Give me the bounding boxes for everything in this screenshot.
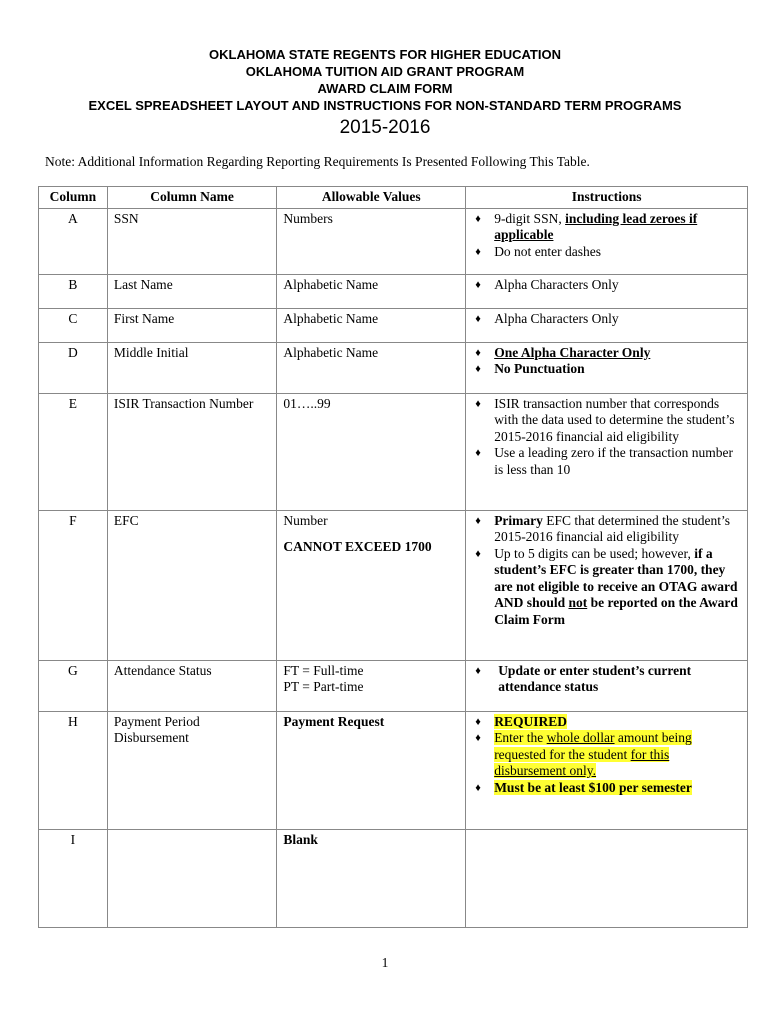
table-row-g <box>39 660 748 711</box>
cell-column: A <box>39 208 108 274</box>
table-row-h <box>39 711 748 829</box>
list-item: ♦ Up to 5 digits can be used; however, if a student’s EFC is greater than 1700, they are not eligible to receive an OTAG award AND should not be reported on the Award Claim Form <box>472 546 741 629</box>
table-row-c <box>39 308 748 342</box>
header-line-3: AWARD CLAIM FORM <box>317 81 453 96</box>
list-item: ♦ One Alpha Character Only <box>472 345 741 362</box>
list-item: ♦ Alpha Characters Only <box>472 277 741 294</box>
list-item: ♦ Enter the whole dollar amount being requested for the student for this disbursement only. <box>472 730 741 780</box>
list-item: ♦ Update or enter student’s current attendance status <box>472 663 741 696</box>
cell-name: Payment Period Disbursement <box>107 711 277 829</box>
cell-name: ISIR Transaction Number <box>107 393 277 510</box>
table-row-a <box>39 208 748 274</box>
cell-name: First Name <box>107 308 277 342</box>
table-header-row <box>39 187 748 209</box>
cell-column: D <box>39 342 108 393</box>
cell-values: Payment Request <box>277 711 466 829</box>
cell-column: B <box>39 274 108 308</box>
note-text: Note: Additional Information Regarding Reporting Requirements Is Presented Following This Table. <box>45 154 590 169</box>
header-line-4: EXCEL SPREADSHEET LAYOUT AND INSTRUCTIONS FOR NON-STANDARD TERM PROGRAMS <box>88 98 682 113</box>
header-allowable-values: Allowable Values <box>277 187 466 209</box>
cell-column: H <box>39 711 108 829</box>
value-line: Number <box>283 512 328 528</box>
cell-name <box>107 829 277 927</box>
list-item: ♦ Must be at least $100 per semester <box>472 780 741 797</box>
header-line-2: OKLAHOMA TUITION AID GRANT PROGRAM <box>245 64 525 79</box>
cell-values: Numbers <box>277 208 466 274</box>
list-item: ♦ 9-digit SSN, including lead zeroes if applicable <box>472 211 741 244</box>
cell-instructions <box>466 308 748 342</box>
year-heading: 2015-2016 <box>339 117 431 138</box>
value-line: FT = Full-time <box>283 662 364 678</box>
cell-column: G <box>39 660 108 711</box>
cell-column: I <box>39 829 108 927</box>
cell-values: Alphabetic Name <box>277 274 466 308</box>
table-row-f <box>39 510 748 660</box>
cell-values: 01…..99 <box>277 393 466 510</box>
header-column: Column <box>39 187 108 209</box>
cell-instructions <box>466 393 748 510</box>
cell-column: E <box>39 393 108 510</box>
value-limit: CANNOT EXCEED 1700 <box>283 539 432 554</box>
cell-column: C <box>39 308 108 342</box>
cell-values: Alphabetic Name <box>277 308 466 342</box>
cell-values <box>277 510 466 660</box>
table-row-b <box>39 274 748 308</box>
cell-instructions <box>466 342 748 393</box>
cell-instructions <box>466 829 748 927</box>
cell-instructions <box>466 208 748 274</box>
header-line-1: OKLAHOMA STATE REGENTS FOR HIGHER EDUCATION <box>209 47 561 62</box>
table-row-d <box>39 342 748 393</box>
list-item: ♦ Alpha Characters Only <box>472 311 741 328</box>
list-item: ♦ No Punctuation <box>472 361 741 378</box>
list-item: ♦ REQUIRED <box>472 714 741 731</box>
cell-name: Middle Initial <box>107 342 277 393</box>
cell-instructions <box>466 510 748 660</box>
cell-instructions <box>466 711 748 829</box>
value-line: PT = Part-time <box>283 679 364 694</box>
cell-name: Attendance Status <box>107 660 277 711</box>
table-row-i <box>39 829 748 927</box>
cell-values: Alphabetic Name <box>277 342 466 393</box>
list-item: ♦ Do not enter dashes <box>472 244 741 261</box>
list-item: ♦ ISIR transaction number that corresponds with the data used to determine the student’s 2015-2016 financial aid eligibility <box>472 396 741 446</box>
page-number: 1 <box>381 955 389 970</box>
cell-instructions <box>466 660 748 711</box>
cell-column: F <box>39 510 108 660</box>
list-item: ♦ Use a leading zero if the transaction number is less than 10 <box>472 445 741 478</box>
table-row-e <box>39 393 748 510</box>
cell-name: SSN <box>107 208 277 274</box>
layout-table <box>38 186 748 928</box>
cell-name: Last Name <box>107 274 277 308</box>
header-instructions: Instructions <box>466 187 748 209</box>
cell-values: Blank <box>277 829 466 927</box>
list-item: ♦ Primary EFC that determined the student’s 2015-2016 financial aid eligibility <box>472 513 741 546</box>
cell-instructions <box>466 274 748 308</box>
cell-name: EFC <box>107 510 277 660</box>
header-column-name: Column Name <box>107 187 277 209</box>
cell-values <box>277 660 466 711</box>
